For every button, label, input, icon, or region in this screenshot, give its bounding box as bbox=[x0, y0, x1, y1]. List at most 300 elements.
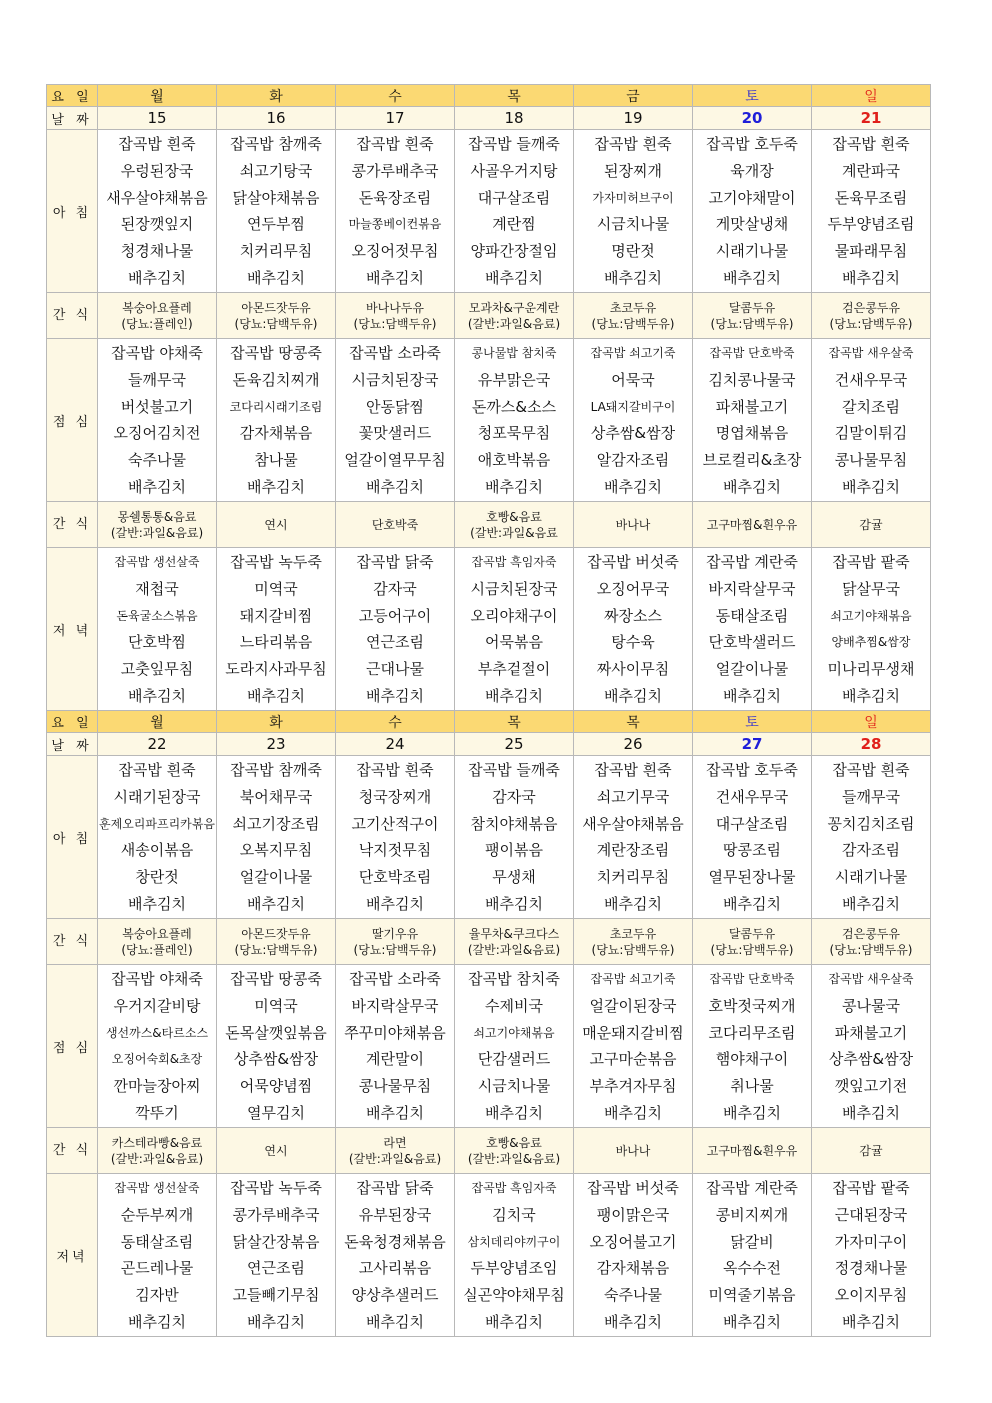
menu-item: 김치국 bbox=[492, 1205, 536, 1224]
menu-item: 어묵국 bbox=[611, 370, 655, 389]
menu-item: 연근조림 bbox=[366, 633, 424, 652]
menu-item: 고기산적구이 bbox=[351, 814, 439, 833]
menu-cell bbox=[336, 965, 455, 1128]
snack-item: 달콤두유 bbox=[728, 300, 776, 315]
dinner-row bbox=[47, 1174, 931, 1337]
snack-cell bbox=[98, 919, 217, 965]
snack-item: 단호박죽 bbox=[371, 517, 419, 532]
menu-cell bbox=[574, 339, 693, 502]
menu-item: 쇠고기야채볶음 bbox=[473, 1025, 555, 1040]
menu-list bbox=[336, 756, 454, 918]
menu-item: 오리야채구이 bbox=[470, 606, 558, 625]
menu-item: 시금치된장국 bbox=[351, 370, 439, 389]
date-row bbox=[47, 107, 931, 130]
menu-cell bbox=[98, 130, 217, 293]
menu-item: 양파간장절임 bbox=[470, 242, 558, 261]
menu-item: 잡곡밥 닭죽 bbox=[356, 553, 434, 571]
menu-list bbox=[217, 130, 335, 292]
snack-cell bbox=[812, 1128, 931, 1174]
menu-item: 잡곡밥 쇠고기죽 bbox=[590, 346, 676, 360]
menu-item: 우거지갈비탕 bbox=[113, 996, 201, 1015]
menu-item: 잡곡밥 땅콩죽 bbox=[230, 970, 322, 988]
snack-item: (당뇨:담백두유) bbox=[710, 316, 794, 331]
menu-cell bbox=[98, 756, 217, 919]
breakfast-row bbox=[47, 130, 931, 293]
snack-item: (당뇨:담백두유) bbox=[234, 316, 318, 331]
menu-item: 감자국 bbox=[492, 787, 536, 806]
menu-item: 두부양념조림 bbox=[827, 215, 915, 234]
menu-item: 탕수육 bbox=[611, 633, 655, 652]
menu-item: 잡곡밥 흑임자죽 bbox=[471, 555, 557, 569]
menu-item: 창란젓 bbox=[135, 868, 179, 887]
menu-cell bbox=[336, 548, 455, 711]
menu-item: 배추김치 bbox=[247, 268, 305, 287]
menu-item: 감자국 bbox=[373, 579, 417, 598]
snack-item: (당뇨:담백두유) bbox=[234, 942, 318, 957]
menu-item: 된장찌개 bbox=[604, 161, 662, 180]
dinner-row bbox=[47, 548, 931, 711]
menu-item: 오복지무침 bbox=[239, 841, 313, 860]
snack-item: (갈반:과일&음료) bbox=[467, 1151, 561, 1166]
menu-cell bbox=[693, 756, 812, 919]
menu-item: 배추김치 bbox=[723, 1312, 781, 1331]
menu-cell bbox=[98, 965, 217, 1128]
snack-cell bbox=[812, 502, 931, 548]
menu-item: 훈제오리파프리카볶음 bbox=[99, 816, 215, 831]
menu-item: 들깨무국 bbox=[128, 370, 186, 389]
menu-item: 짜사이무침 bbox=[596, 660, 670, 679]
menu-cell bbox=[98, 548, 217, 711]
morning-snack-row bbox=[47, 293, 931, 339]
menu-item: 치커리무침 bbox=[239, 242, 313, 261]
menu-cell bbox=[455, 965, 574, 1128]
snack-item: 몽쉘통통&음료 bbox=[117, 509, 197, 524]
menu-item: 닭살야채볶음 bbox=[232, 188, 320, 207]
menu-item: 잡곡밥 야채죽 bbox=[111, 970, 203, 988]
menu-item: 배추김치 bbox=[247, 686, 305, 705]
snack-cell bbox=[693, 293, 812, 339]
snack-cell bbox=[455, 1128, 574, 1174]
menu-cell bbox=[812, 130, 931, 293]
afternoon-snack-label: 간 식 bbox=[47, 502, 98, 548]
menu-item: 잡곡밥 참치죽 bbox=[468, 970, 560, 988]
menu-item: 육개장 bbox=[730, 161, 774, 180]
menu-item: 배추김치 bbox=[485, 268, 543, 287]
menu-cell bbox=[217, 965, 336, 1128]
menu-item: 새우살야채볶음 bbox=[106, 188, 208, 207]
snack-item: (당뇨:플레인) bbox=[121, 316, 193, 331]
date-row bbox=[47, 733, 931, 756]
menu-item: 햄야채구이 bbox=[715, 1050, 789, 1069]
menu-item: 근대나물 bbox=[366, 660, 424, 679]
date-cell: 21 bbox=[812, 107, 931, 130]
menu-item: 잡곡밥 계란죽 bbox=[706, 553, 798, 571]
menu-item: 고구마순볶음 bbox=[589, 1050, 677, 1069]
date-cell: 15 bbox=[98, 107, 217, 130]
menu-item: 잡곡밥 버섯죽 bbox=[587, 553, 679, 571]
menu-item: 돈까스&소스 bbox=[471, 397, 557, 416]
menu-item: 배추김치 bbox=[366, 686, 424, 705]
menu-item: 잡곡밥 호두죽 bbox=[706, 761, 798, 779]
menu-list bbox=[574, 756, 692, 918]
menu-item: 잡곡밥 야채죽 bbox=[111, 344, 203, 362]
menu-item: 우렁된장국 bbox=[120, 161, 194, 180]
snack-cell bbox=[336, 502, 455, 548]
menu-item: 돈목살깻잎볶음 bbox=[225, 1023, 327, 1042]
menu-item: 어묵양념찜 bbox=[239, 1077, 313, 1096]
menu-cell bbox=[812, 339, 931, 502]
snack-cell bbox=[217, 293, 336, 339]
menu-item: 감자채볶음 bbox=[596, 1259, 670, 1278]
menu-item: 대구살조림 bbox=[715, 814, 789, 833]
menu-item: 열무된장나물 bbox=[708, 868, 796, 887]
menu-item: 브로컬리&초장 bbox=[702, 451, 802, 470]
morning-snack-label: 간 식 bbox=[47, 293, 98, 339]
menu-item: 가자미구이 bbox=[834, 1232, 908, 1251]
menu-list bbox=[693, 756, 811, 918]
menu-item: 돼지갈비찜 bbox=[239, 606, 313, 625]
snack-item: 호빵&음료 bbox=[486, 509, 542, 524]
menu-cell bbox=[693, 130, 812, 293]
menu-list bbox=[98, 130, 216, 292]
menu-item: 수제비국 bbox=[485, 996, 543, 1015]
snack-cell bbox=[217, 919, 336, 965]
menu-item: 배추김치 bbox=[366, 268, 424, 287]
weekday-cell: 목 bbox=[574, 711, 693, 733]
menu-item: 배추김치 bbox=[604, 686, 662, 705]
menu-cell bbox=[217, 756, 336, 919]
menu-item: 얼갈이열무무침 bbox=[344, 451, 446, 470]
menu-item: 꽁치김치조림 bbox=[827, 814, 915, 833]
menu-item: 잡곡밥 소라죽 bbox=[349, 344, 441, 362]
menu-item: 계란말이 bbox=[366, 1050, 424, 1069]
menu-item: 갈치조림 bbox=[842, 397, 900, 416]
menu-item: 깻잎고기전 bbox=[834, 1077, 908, 1096]
menu-item: 배추김치 bbox=[485, 686, 543, 705]
menu-item: 잡곡밥 새우살죽 bbox=[828, 972, 914, 986]
menu-item: 단호박조림 bbox=[358, 868, 432, 887]
menu-list bbox=[812, 130, 930, 292]
menu-item: 게맛살냉채 bbox=[715, 215, 789, 234]
menu-item: 배추김치 bbox=[723, 1103, 781, 1122]
menu-item: 쇠고기탕국 bbox=[239, 161, 313, 180]
menu-item: 잡곡밥 단호박죽 bbox=[709, 346, 795, 360]
menu-item: 북어채무국 bbox=[239, 787, 313, 806]
morning-snack-label: 간 식 bbox=[47, 919, 98, 965]
snack-cell bbox=[574, 1128, 693, 1174]
menu-item: 매운돼지갈비찜 bbox=[582, 1023, 684, 1042]
snack-cell bbox=[574, 293, 693, 339]
menu-item: 새송이볶음 bbox=[120, 841, 194, 860]
snack-item: (당뇨:담백두유) bbox=[353, 942, 437, 957]
menu-item: 잡곡밥 흰죽 bbox=[356, 761, 434, 779]
menu-list bbox=[693, 548, 811, 710]
menu-item: 고기야채말이 bbox=[708, 188, 796, 207]
menu-item: 배추김치 bbox=[723, 894, 781, 913]
menu-item: 동태살조림 bbox=[715, 606, 789, 625]
menu-item: 근대된장국 bbox=[834, 1205, 908, 1224]
menu-item: 곤드레나물 bbox=[120, 1259, 194, 1278]
menu-item: 호박젓국찌개 bbox=[708, 996, 796, 1015]
snack-item: 고구마찜&흰우유 bbox=[706, 1143, 798, 1158]
menu-item: 돈육무조림 bbox=[834, 188, 908, 207]
menu-item: 계란장조림 bbox=[596, 841, 670, 860]
menu-item: 사골우거지탕 bbox=[470, 161, 558, 180]
snack-item: 복숭아요플레 bbox=[122, 300, 192, 315]
snack-item: 바나나 bbox=[615, 1143, 651, 1158]
menu-item: 콩나물무침 bbox=[358, 1077, 432, 1096]
snack-item: (당뇨:담백두유) bbox=[710, 942, 794, 957]
menu-item: 계란파국 bbox=[842, 161, 900, 180]
menu-item: 잡곡밥 참깨죽 bbox=[230, 135, 322, 153]
menu-item: 순두부찌개 bbox=[120, 1205, 194, 1224]
menu-item: 잡곡밥 땅콩죽 bbox=[230, 344, 322, 362]
menu-item: 유부된장국 bbox=[358, 1205, 432, 1224]
menu-item: 콩나물국 bbox=[842, 996, 900, 1015]
menu-item: 배추김치 bbox=[604, 1103, 662, 1122]
snack-item: 율무차&쿠크다스 bbox=[468, 926, 560, 941]
menu-item: 두부양념조임 bbox=[470, 1259, 558, 1278]
menu-item: 치커리무침 bbox=[596, 868, 670, 887]
menu-cell bbox=[693, 1174, 812, 1337]
snack-item: 감귤 bbox=[859, 517, 883, 532]
menu-item: 배추김치 bbox=[247, 477, 305, 496]
menu-cell bbox=[693, 339, 812, 502]
menu-item: 콩가루배추국 bbox=[351, 161, 439, 180]
menu-item: 배추김치 bbox=[128, 477, 186, 496]
menu-item: 잡곡밥 흰죽 bbox=[356, 135, 434, 153]
menu-cell bbox=[336, 756, 455, 919]
menu-cell bbox=[574, 756, 693, 919]
menu-list bbox=[217, 1174, 335, 1336]
snack-cell bbox=[812, 919, 931, 965]
menu-cell bbox=[693, 965, 812, 1128]
dinner-label: 저 녁 bbox=[47, 548, 98, 711]
menu-cell bbox=[574, 1174, 693, 1337]
menu-item: 팽이볶음 bbox=[485, 841, 543, 860]
snack-item: 감귤 bbox=[859, 1143, 883, 1158]
date-cell: 19 bbox=[574, 107, 693, 130]
date-label: 날 짜 bbox=[47, 107, 98, 130]
snack-item: 연시 bbox=[264, 517, 288, 532]
menu-item: 실곤약야채무침 bbox=[463, 1286, 565, 1305]
menu-item: 단호박찜 bbox=[128, 633, 186, 652]
menu-item: 느타리볶음 bbox=[239, 633, 313, 652]
menu-item: 배추김치 bbox=[842, 1312, 900, 1331]
menu-list bbox=[98, 548, 216, 710]
menu-item: 양배추찜&쌈장 bbox=[831, 635, 911, 650]
date-cell: 26 bbox=[574, 733, 693, 756]
menu-item: 숙주나물 bbox=[604, 1286, 662, 1305]
menu-item: 배추김치 bbox=[842, 894, 900, 913]
menu-item: LA돼지갈비구이 bbox=[590, 399, 676, 414]
date-cell: 18 bbox=[455, 107, 574, 130]
menu-item: 옥수수전 bbox=[723, 1259, 781, 1278]
menu-item: 미역줄기볶음 bbox=[708, 1286, 796, 1305]
menu-item: 명엽채볶음 bbox=[715, 424, 789, 443]
weekday-cell: 토 bbox=[693, 85, 812, 107]
menu-item: 잡곡밥 계란죽 bbox=[706, 1179, 798, 1197]
menu-item: 감자채볶음 bbox=[239, 424, 313, 443]
menu-cell bbox=[574, 548, 693, 711]
snack-cell bbox=[574, 502, 693, 548]
menu-item: 잡곡밥 소라죽 bbox=[349, 970, 441, 988]
menu-item: 잡곡밥 흰죽 bbox=[118, 135, 196, 153]
menu-item: 배추김치 bbox=[128, 686, 186, 705]
menu-cell bbox=[455, 1174, 574, 1337]
menu-item: 잡곡밥 생선살죽 bbox=[114, 555, 200, 569]
snack-cell bbox=[98, 502, 217, 548]
menu-cell bbox=[812, 1174, 931, 1337]
snack-item: (갈반:과일&음료) bbox=[110, 1151, 204, 1166]
menu-cell bbox=[455, 339, 574, 502]
menu-item: 잡곡밥 참깨죽 bbox=[230, 761, 322, 779]
menu-item: 오징어숙회&초장 bbox=[111, 1052, 203, 1067]
menu-item: 단호박샐러드 bbox=[708, 633, 796, 652]
menu-item: 알감자조림 bbox=[596, 451, 670, 470]
menu-item: 단감샐러드 bbox=[477, 1050, 551, 1069]
snack-item: 아몬드잣두유 bbox=[241, 926, 311, 941]
snack-item: 라면 bbox=[383, 1135, 407, 1150]
menu-list bbox=[455, 548, 573, 710]
menu-item: 배추김치 bbox=[485, 1103, 543, 1122]
menu-item: 오징어젓무침 bbox=[351, 242, 439, 261]
menu-item: 콩가루배추국 bbox=[232, 1205, 320, 1224]
menu-cell bbox=[336, 130, 455, 293]
dinner-label: 저녁 bbox=[47, 1174, 98, 1337]
menu-item: 들깨무국 bbox=[842, 787, 900, 806]
menu-item: 취나물 bbox=[730, 1077, 774, 1096]
menu-item: 유부맑은국 bbox=[477, 370, 551, 389]
menu-list bbox=[693, 965, 811, 1127]
menu-item: 연근조림 bbox=[247, 1259, 305, 1278]
snack-item: 바나나 bbox=[615, 517, 651, 532]
menu-item: 애호박볶음 bbox=[477, 451, 551, 470]
lunch-row bbox=[47, 965, 931, 1128]
menu-cell bbox=[812, 548, 931, 711]
menu-item: 배추김치 bbox=[128, 1312, 186, 1331]
menu-item: 배추김치 bbox=[247, 894, 305, 913]
menu-list bbox=[217, 965, 335, 1127]
snack-item: 검은콩두유 bbox=[842, 300, 900, 315]
menu-item: 김자반 bbox=[135, 1286, 179, 1305]
menu-item: 시래기나물 bbox=[715, 242, 789, 261]
snack-item: 바나나두유 bbox=[366, 300, 424, 315]
menu-item: 배추김치 bbox=[842, 268, 900, 287]
menu-item: 물파래무침 bbox=[834, 242, 908, 261]
menu-cell bbox=[455, 130, 574, 293]
date-cell: 25 bbox=[455, 733, 574, 756]
menu-item: 바지락살무국 bbox=[351, 996, 439, 1015]
menu-list bbox=[98, 756, 216, 918]
menu-item: 돈육굴소스볶음 bbox=[116, 608, 198, 623]
menu-item: 잡곡밥 팥죽 bbox=[832, 1179, 910, 1197]
snack-item: (당뇨:담백두유) bbox=[353, 316, 437, 331]
date-cell: 16 bbox=[217, 107, 336, 130]
menu-item: 쭈꾸미야채볶음 bbox=[344, 1023, 446, 1042]
menu-item: 고등어구이 bbox=[358, 606, 432, 625]
menu-item: 오징어불고기 bbox=[589, 1232, 677, 1251]
menu-item: 꽃맛샐러드 bbox=[358, 424, 432, 443]
menu-cell bbox=[217, 339, 336, 502]
menu-item: 생선까스&타르소스 bbox=[105, 1025, 209, 1040]
snack-item: (당뇨:담백두유) bbox=[591, 942, 675, 957]
menu-item: 배추김치 bbox=[485, 477, 543, 496]
menu-item: 동태살조림 bbox=[120, 1232, 194, 1251]
snack-cell bbox=[693, 1128, 812, 1174]
snack-item: 검은콩두유 bbox=[842, 926, 900, 941]
menu-list bbox=[693, 1174, 811, 1336]
date-label: 날 짜 bbox=[47, 733, 98, 756]
menu-list bbox=[98, 339, 216, 501]
snack-cell bbox=[455, 502, 574, 548]
menu-item: 팽이맑은국 bbox=[596, 1205, 670, 1224]
menu-item: 닭갈비 bbox=[730, 1232, 774, 1251]
snack-item: 카스테라빵&음료 bbox=[111, 1135, 203, 1150]
menu-item: 잡곡밥 흰죽 bbox=[832, 761, 910, 779]
menu-item: 잡곡밥 흰죽 bbox=[594, 135, 672, 153]
menu-cell bbox=[455, 548, 574, 711]
menu-item: 배추김치 bbox=[128, 268, 186, 287]
menu-item: 청경채나물 bbox=[120, 242, 194, 261]
menu-item: 배추김치 bbox=[366, 894, 424, 913]
snack-item: 호빵&음료 bbox=[486, 1135, 542, 1150]
menu-list bbox=[574, 130, 692, 292]
menu-item: 얼갈이된장국 bbox=[589, 996, 677, 1015]
menu-list bbox=[574, 1174, 692, 1336]
snack-item: 고구마찜&흰우유 bbox=[706, 517, 798, 532]
weekday-cell: 금 bbox=[574, 85, 693, 107]
menu-item: 배추김치 bbox=[366, 477, 424, 496]
menu-item: 잡곡밥 단호박죽 bbox=[709, 972, 795, 986]
menu-item: 배추김치 bbox=[723, 686, 781, 705]
menu-list bbox=[574, 548, 692, 710]
snack-cell bbox=[812, 293, 931, 339]
weekday-cell: 화 bbox=[217, 85, 336, 107]
snack-cell bbox=[217, 1128, 336, 1174]
menu-item: 얼갈이나물 bbox=[715, 660, 789, 679]
lunch-row bbox=[47, 339, 931, 502]
menu-item: 청국장찌개 bbox=[358, 787, 432, 806]
lunch-label: 점 심 bbox=[47, 339, 98, 502]
menu-item: 쇠고기야채볶음 bbox=[830, 608, 912, 623]
weekday-cell: 일 bbox=[812, 85, 931, 107]
menu-item: 배추김치 bbox=[128, 894, 186, 913]
menu-cell bbox=[336, 339, 455, 502]
menu-list bbox=[693, 130, 811, 292]
menu-item: 된장깻잎지 bbox=[120, 215, 194, 234]
menu-item: 부추겨자무침 bbox=[589, 1077, 677, 1096]
menu-list bbox=[574, 965, 692, 1127]
menu-list bbox=[455, 1174, 573, 1336]
snack-cell bbox=[98, 1128, 217, 1174]
weekday-cell: 일 bbox=[812, 711, 931, 733]
menu-item: 돈육김치찌개 bbox=[232, 370, 320, 389]
menu-item: 배추김치 bbox=[723, 477, 781, 496]
snack-item: (갈반:과일&음료 bbox=[470, 525, 558, 540]
menu-item: 열무김치 bbox=[247, 1103, 305, 1122]
menu-list bbox=[336, 339, 454, 501]
menu-item: 시금치나물 bbox=[596, 215, 670, 234]
menu-item: 연두부찜 bbox=[247, 215, 305, 234]
menu-item: 마늘쫑베이컨볶음 bbox=[348, 217, 442, 232]
menu-list bbox=[336, 965, 454, 1127]
weekday-cell: 목 bbox=[455, 85, 574, 107]
menu-item: 어묵볶음 bbox=[485, 633, 543, 652]
menu-item: 고사리볶음 bbox=[358, 1259, 432, 1278]
menu-item: 잡곡밥 녹두죽 bbox=[230, 553, 322, 571]
menu-item: 감자조림 bbox=[842, 841, 900, 860]
